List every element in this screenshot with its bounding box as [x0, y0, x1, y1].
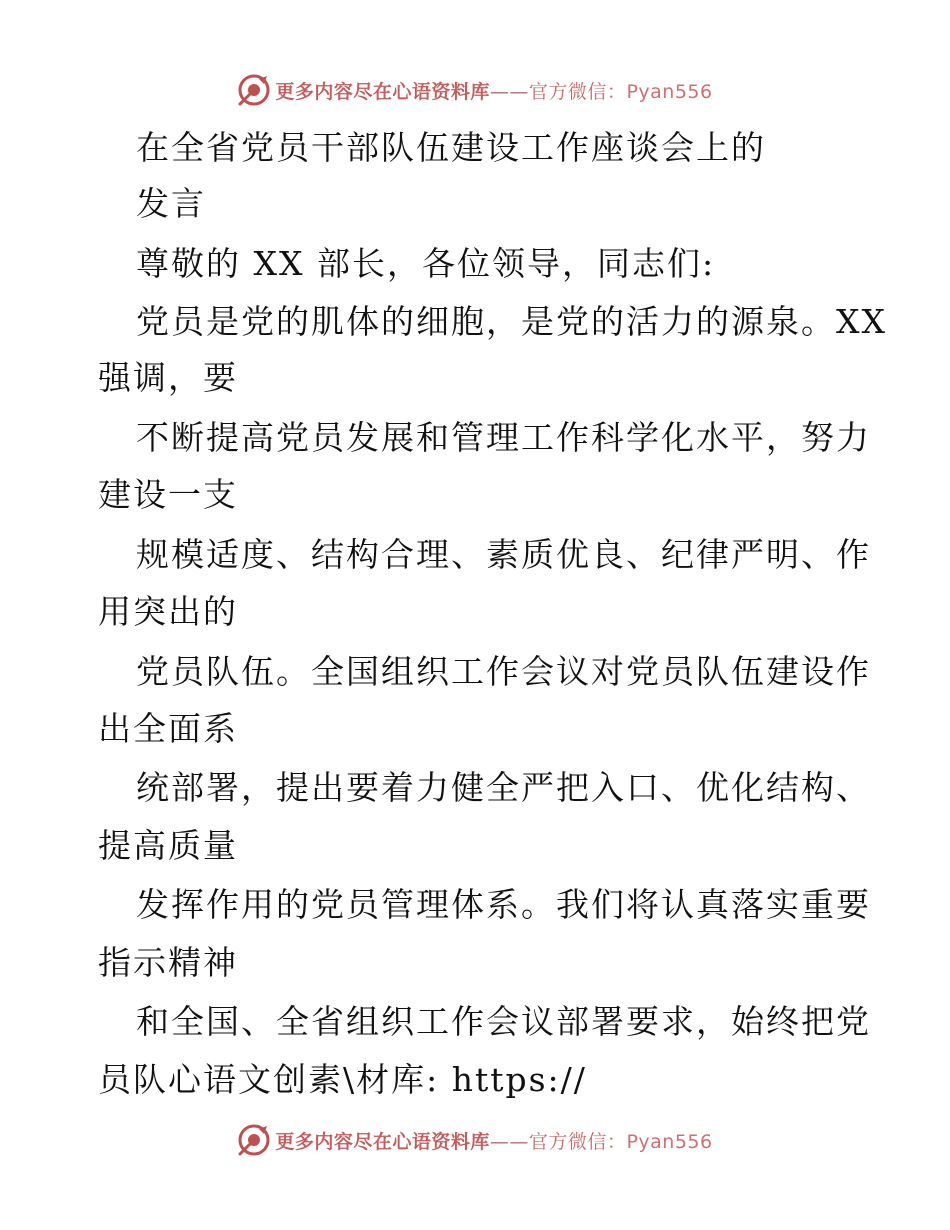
watermark-banner-bottom	[0, 1120, 950, 1160]
paragraph-line: 党员是党的肌体的细胞，是党的活力的源泉。XX	[136, 302, 887, 341]
watermark-banner-top	[0, 70, 950, 110]
paragraph-line: 指示精神	[98, 943, 238, 982]
paragraph-line: 建设一支	[98, 475, 238, 514]
watermark-text: 更多内容尽在心语资料库——官方微信：Pyan556	[275, 1130, 713, 1153]
document-title-line-1: 在全省党员干部队伍建设工作座谈会上的	[136, 128, 766, 167]
paragraph-line: 用突出的	[98, 592, 238, 631]
watermark-text: 更多内容尽在心语资料库——官方微信：Pyan556	[275, 80, 713, 103]
pen-logo-icon	[237, 1123, 271, 1157]
paragraph-line: 出全面系	[98, 709, 238, 748]
paragraph-line: 提高质量	[98, 826, 238, 865]
paragraph-line: 统部署，提出要着力健全严把入口、优化结构、	[136, 768, 871, 807]
paragraph-line: 不断提高党员发展和管理工作科学化水平，努力	[136, 418, 871, 457]
pen-logo-icon	[237, 73, 271, 107]
paragraph-line: 员队心语文创素\材库: https://	[98, 1060, 587, 1099]
salutation-line: 尊敬的 XX 部长，各位领导，同志们:	[136, 244, 716, 283]
paragraph-line: 发挥作用的党员管理体系。我们将认真落实重要	[136, 885, 871, 924]
document-title-line-2: 发言	[136, 184, 206, 223]
paragraph-line: 党员队伍。全国组织工作会议对党员队伍建设作	[136, 652, 871, 691]
paragraph-line: 强调，要	[98, 358, 238, 397]
paragraph-line: 规模适度、结构合理、素质优良、纪律严明、作	[136, 535, 871, 574]
paragraph-line: 和全国、全省组织工作会议部署要求，始终把党	[136, 1002, 871, 1041]
